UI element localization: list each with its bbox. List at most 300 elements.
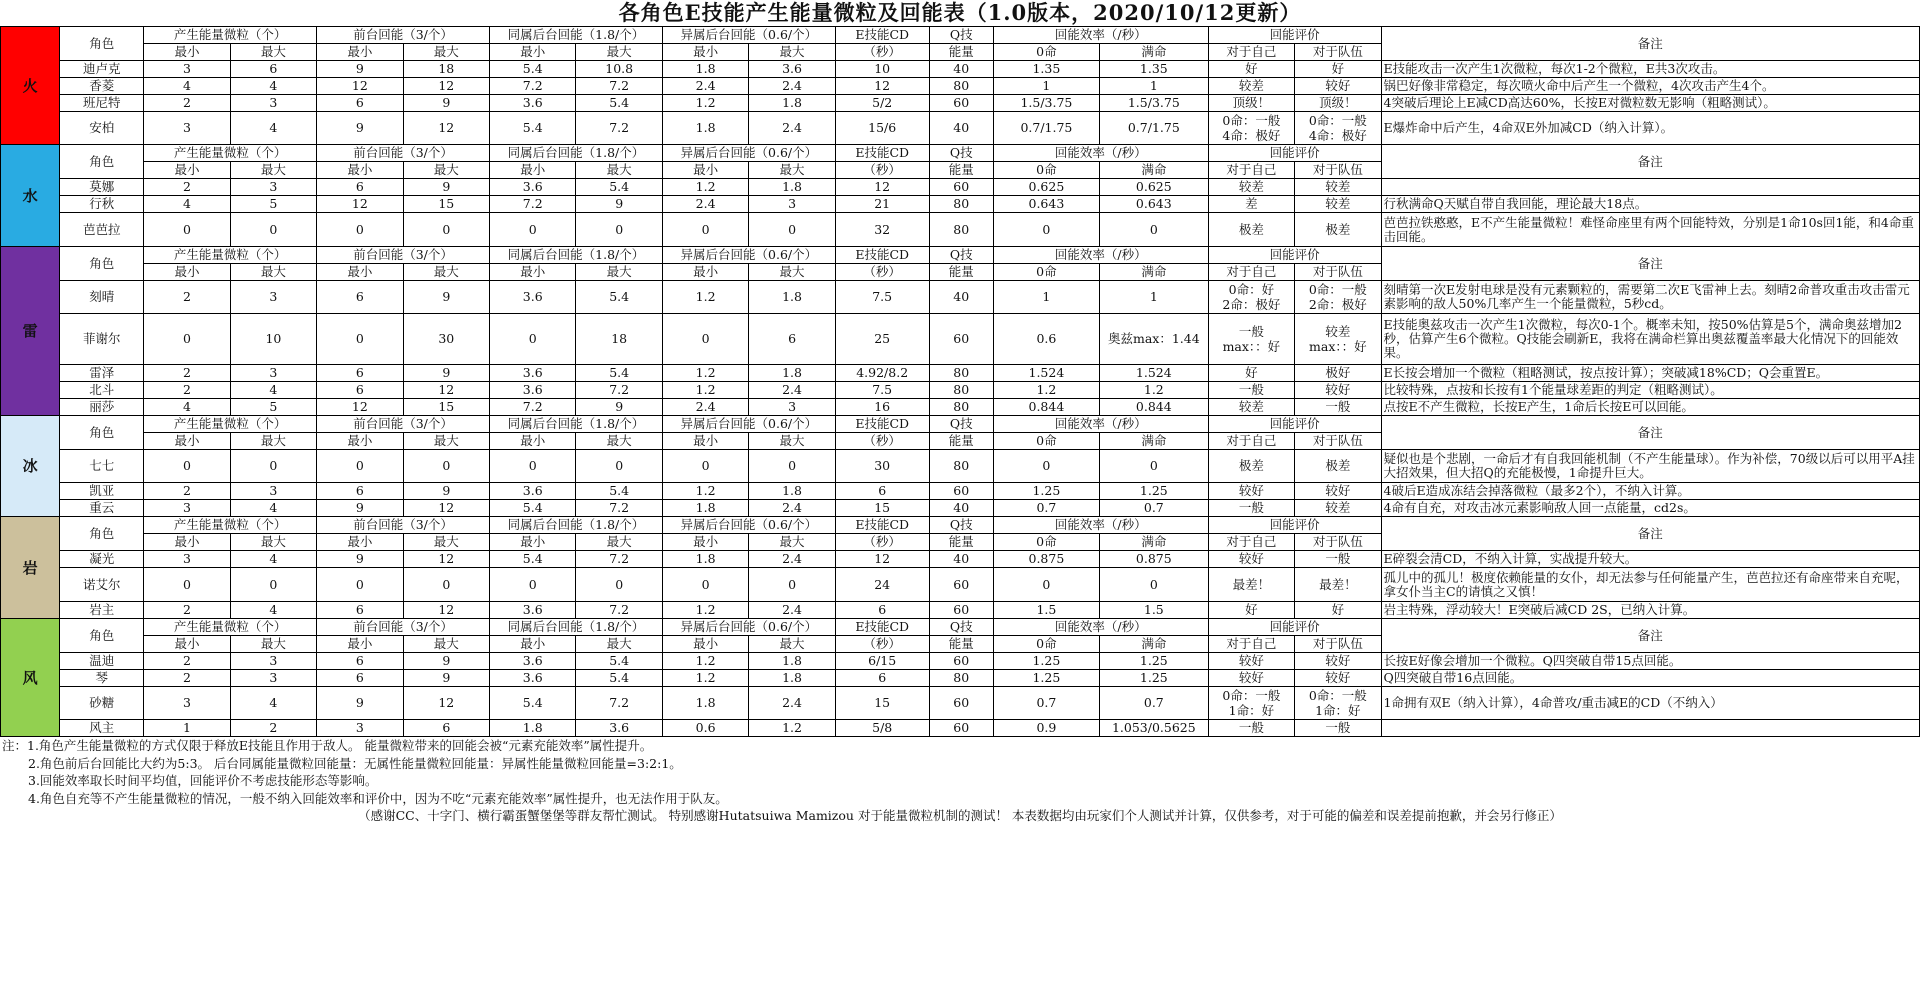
value-cell: 6 xyxy=(317,179,403,196)
value-cell: 较好 xyxy=(1295,78,1381,95)
value-cell: 2 xyxy=(144,602,230,619)
note-cell: 4破后E造成冻结会掉落微粒（最多2个），不纳入计算。 xyxy=(1381,483,1919,500)
table-row xyxy=(1,95,1920,112)
col-header-diff-back: 异属后台回能（0.6/个） xyxy=(662,416,835,433)
table-row xyxy=(1,720,1920,737)
note-cell: 4命有自充，对攻击冰元素影响敌人回一点能量，cd2s。 xyxy=(1381,500,1919,517)
table-row xyxy=(1,179,1920,196)
col-header-produce: 产生能量微粒（个） xyxy=(144,247,317,264)
value-cell: 5.4 xyxy=(490,500,576,517)
col-header-min: 最小 xyxy=(317,162,403,179)
value-cell: 3.6 xyxy=(576,720,662,737)
element-label: 岩 xyxy=(1,517,60,619)
value-cell: 5.4 xyxy=(490,112,576,145)
col-header-min: 最小 xyxy=(662,534,748,551)
value-cell: 较好 xyxy=(1208,670,1294,687)
note-cell xyxy=(1381,179,1919,196)
col-header-self: 对于自己 xyxy=(1208,162,1294,179)
value-cell: 0.625 xyxy=(993,179,1099,196)
value-cell: 0 xyxy=(576,213,662,247)
col-header-min: 最小 xyxy=(490,162,576,179)
sheet-title: 各角色E技能产生能量微粒及回能表（1.0版本，2020/10/12更新） xyxy=(618,0,1302,25)
value-cell: 差 xyxy=(1208,196,1294,213)
col-header-note: 备注 xyxy=(1381,619,1919,653)
value-cell: 0 xyxy=(576,568,662,602)
value-cell: 0 xyxy=(662,314,748,365)
value-cell: 2 xyxy=(144,382,230,399)
col-header-note: 备注 xyxy=(1381,247,1919,281)
value-cell: 0 xyxy=(1100,450,1209,483)
value-cell: 3.6 xyxy=(490,179,576,196)
col-header-min: 最小 xyxy=(317,44,403,61)
col-header-min: 最小 xyxy=(490,534,576,551)
col-header-evaluation: 回能评价 xyxy=(1208,619,1381,636)
value-cell: 16 xyxy=(835,399,929,416)
value-cell: 9 xyxy=(576,399,662,416)
element-label: 风 xyxy=(1,619,60,737)
value-cell: 12 xyxy=(403,687,489,720)
value-cell: 0 xyxy=(490,314,576,365)
col-header-role: 角色 xyxy=(60,27,144,61)
value-cell: 较差 xyxy=(1208,399,1294,416)
col-header-produce: 产生能量微粒（个） xyxy=(144,145,317,162)
value-cell: 7.2 xyxy=(576,551,662,568)
table-row xyxy=(1,382,1920,399)
table-row xyxy=(1,500,1920,517)
value-cell: 1.25 xyxy=(993,483,1099,500)
value-cell: 80 xyxy=(929,365,993,382)
value-cell: 2 xyxy=(144,670,230,687)
value-cell: 0 xyxy=(662,568,748,602)
value-cell: 25 xyxy=(835,314,929,365)
footnote-1: 注：1.角色产生能量微粒的方式仅限于释放E技能且作用于敌人。 能量微粒带来的回能会被“元素充能效率”属性提升。 xyxy=(2,738,653,753)
value-cell: 0 xyxy=(317,314,403,365)
value-cell: 6 xyxy=(317,483,403,500)
col-header-eff-c6: 满命 xyxy=(1100,433,1209,450)
value-cell: 1.8 xyxy=(749,670,835,687)
value-cell: 40 xyxy=(929,61,993,78)
value-cell: 2.4 xyxy=(749,112,835,145)
note-cell: 孤儿中的孤儿！极度依赖能量的女仆，却无法参与任何能量产生，芭芭拉还有命座带来自充呢，拿女仆当主C的请慎之又慎！ xyxy=(1381,568,1919,602)
col-header-evaluation: 回能评价 xyxy=(1208,145,1381,162)
value-cell: 4 xyxy=(230,78,316,95)
value-cell: 40 xyxy=(929,551,993,568)
element-label: 火 xyxy=(1,27,60,145)
value-cell: 9 xyxy=(403,365,489,382)
value-cell: 6 xyxy=(749,314,835,365)
col-header-same-back: 同属后台回能（1.8/个） xyxy=(490,619,663,636)
value-cell: 15 xyxy=(835,500,929,517)
note-cell: 芭芭拉铁憨憨，E不产生能量微粒！难怪命座里有两个回能特效，分别是1命10s回1能，和4命重击回能。 xyxy=(1381,213,1919,247)
value-cell: 1.8 xyxy=(490,720,576,737)
value-cell: 60 xyxy=(929,568,993,602)
value-cell: 1.2 xyxy=(662,179,748,196)
value-cell: 较好 xyxy=(1208,551,1294,568)
note-cell: 疑似也是个悲剧，一命后才有自我回能机制（不产生能量球）。作为补偿，70级以后可以用平A挂大招效果，但大招Q的充能极慢，1命提升巨大。 xyxy=(1381,450,1919,483)
value-cell: 3 xyxy=(230,365,316,382)
value-cell: 1.8 xyxy=(662,61,748,78)
value-cell: 0 xyxy=(144,568,230,602)
col-header-max: 最大 xyxy=(403,636,489,653)
value-cell: 1.8 xyxy=(662,551,748,568)
value-cell: 2.4 xyxy=(749,602,835,619)
value-cell: 4 xyxy=(230,602,316,619)
value-cell: 7.2 xyxy=(576,500,662,517)
col-header-min: 最小 xyxy=(144,264,230,281)
value-cell: 4 xyxy=(230,382,316,399)
value-cell: 4 xyxy=(144,399,230,416)
col-header-same-back: 同属后台回能（1.8/个） xyxy=(490,145,663,162)
col-header-same-back: 同属后台回能（1.8/个） xyxy=(490,247,663,264)
col-header-ecd: E技能CD xyxy=(835,517,929,534)
table-row xyxy=(1,112,1920,145)
value-cell: 0 xyxy=(993,568,1099,602)
value-cell: 6 xyxy=(317,670,403,687)
col-header-ecd-unit: （秒） xyxy=(835,44,929,61)
value-cell: 9 xyxy=(317,687,403,720)
value-cell: 1.524 xyxy=(1100,365,1209,382)
col-header-max: 最大 xyxy=(230,162,316,179)
col-header-max: 最大 xyxy=(576,162,662,179)
value-cell: 1.8 xyxy=(749,179,835,196)
value-cell: 80 xyxy=(929,382,993,399)
col-header-eff-c6: 满命 xyxy=(1100,44,1209,61)
value-cell: 18 xyxy=(576,314,662,365)
value-cell: 0命：一般 1命：好 xyxy=(1208,687,1294,720)
value-cell: 1.8 xyxy=(749,365,835,382)
value-cell: 3.6 xyxy=(490,382,576,399)
col-header-max: 最大 xyxy=(749,264,835,281)
value-cell: 21 xyxy=(835,196,929,213)
value-cell: 1.5/3.75 xyxy=(993,95,1099,112)
value-cell: 24 xyxy=(835,568,929,602)
col-header-q: Q技 xyxy=(929,27,993,44)
col-header-ecd-unit: （秒） xyxy=(835,433,929,450)
value-cell: 好 xyxy=(1295,61,1381,78)
value-cell: 2.4 xyxy=(749,687,835,720)
element-label: 水 xyxy=(1,145,60,247)
value-cell: 4 xyxy=(230,112,316,145)
character-name: 温迪 xyxy=(60,653,144,670)
value-cell: 0.6 xyxy=(993,314,1099,365)
value-cell: 一般 xyxy=(1295,551,1381,568)
value-cell: 9 xyxy=(317,112,403,145)
col-header-front: 前台回能（3/个） xyxy=(317,145,490,162)
value-cell: 0 xyxy=(662,450,748,483)
col-header-efficiency: 回能效率（/秒） xyxy=(993,145,1208,162)
note-cell: 1命拥有双E（纳入计算），4命普攻/重击减E的CD（不纳入） xyxy=(1381,687,1919,720)
value-cell: 5.4 xyxy=(576,95,662,112)
footnotes xyxy=(0,737,1920,807)
value-cell: 0.643 xyxy=(993,196,1099,213)
value-cell: 60 xyxy=(929,720,993,737)
col-header-min: 最小 xyxy=(317,534,403,551)
value-cell: 6 xyxy=(317,602,403,619)
value-cell: 1.25 xyxy=(993,653,1099,670)
value-cell: 0 xyxy=(144,314,230,365)
footnote-2: 2.角色前后台回能比大约为5:3。 后台同属能量微粒回能量：无属性能量微粒回能量：异属性能量微粒回能量=3:2:1。 xyxy=(28,755,682,771)
value-cell: 5.4 xyxy=(490,61,576,78)
note-cell xyxy=(1381,720,1919,737)
value-cell: 3.6 xyxy=(490,281,576,314)
value-cell: 9 xyxy=(403,653,489,670)
value-cell: 12 xyxy=(403,112,489,145)
col-header-self: 对于自己 xyxy=(1208,534,1294,551)
value-cell: 1.25 xyxy=(993,670,1099,687)
col-header-min: 最小 xyxy=(490,636,576,653)
table-row xyxy=(1,602,1920,619)
value-cell: 0.7/1.75 xyxy=(993,112,1099,145)
value-cell: 2 xyxy=(230,720,316,737)
value-cell: 5.4 xyxy=(490,687,576,720)
value-cell: 0 xyxy=(749,213,835,247)
value-cell: 12 xyxy=(317,196,403,213)
col-header-q-unit: 能量 xyxy=(929,534,993,551)
col-header-note: 备注 xyxy=(1381,416,1919,450)
value-cell: 0.7/1.75 xyxy=(1100,112,1209,145)
col-header-note: 备注 xyxy=(1381,517,1919,551)
value-cell: 0.875 xyxy=(1100,551,1209,568)
col-header-team: 对于队伍 xyxy=(1295,162,1381,179)
value-cell: 较好 xyxy=(1295,483,1381,500)
col-header-max: 最大 xyxy=(230,433,316,450)
note-cell: E爆炸命中后产生，4命双E外加减CD（纳入计算）。 xyxy=(1381,112,1919,145)
value-cell: 1.524 xyxy=(993,365,1099,382)
table-row xyxy=(1,61,1920,78)
value-cell: 一般 max：：好 xyxy=(1208,314,1294,365)
value-cell: 2 xyxy=(144,365,230,382)
col-header-min: 最小 xyxy=(317,636,403,653)
col-header-team: 对于队伍 xyxy=(1295,636,1381,653)
table-row xyxy=(1,78,1920,95)
col-header-eff-c0: 0命 xyxy=(993,433,1099,450)
value-cell: 1.5/3.75 xyxy=(1100,95,1209,112)
value-cell: 一般 xyxy=(1208,382,1294,399)
value-cell: 6 xyxy=(403,720,489,737)
value-cell: 7.2 xyxy=(490,196,576,213)
value-cell: 3 xyxy=(144,551,230,568)
value-cell: 较差 xyxy=(1208,179,1294,196)
character-name: 行秋 xyxy=(60,196,144,213)
col-header-max: 最大 xyxy=(230,636,316,653)
value-cell: 0 xyxy=(490,450,576,483)
value-cell: 9 xyxy=(403,95,489,112)
value-cell: 4 xyxy=(144,196,230,213)
note-cell: 锅巴好像非常稳定，每次喷火命中后产生一个微粒，4次攻击产生4个。 xyxy=(1381,78,1919,95)
value-cell: 7.2 xyxy=(490,78,576,95)
value-cell: 3 xyxy=(230,179,316,196)
table-row xyxy=(1,568,1920,602)
col-header-min: 最小 xyxy=(144,44,230,61)
value-cell: 1 xyxy=(993,281,1099,314)
value-cell: 一般 xyxy=(1295,720,1381,737)
value-cell: 4 xyxy=(144,78,230,95)
value-cell: 一般 xyxy=(1295,399,1381,416)
value-cell: 12 xyxy=(835,78,929,95)
col-header-evaluation: 回能评价 xyxy=(1208,27,1381,44)
value-cell: 1.2 xyxy=(662,382,748,399)
col-header-same-back: 同属后台回能（1.8/个） xyxy=(490,517,663,534)
value-cell: 6/15 xyxy=(835,653,929,670)
col-header-role: 角色 xyxy=(60,416,144,450)
value-cell: 较差 xyxy=(1295,500,1381,517)
character-name: 香菱 xyxy=(60,78,144,95)
col-header-efficiency: 回能效率（/秒） xyxy=(993,416,1208,433)
value-cell: 5.4 xyxy=(576,670,662,687)
col-header-team: 对于队伍 xyxy=(1295,534,1381,551)
table-row xyxy=(1,314,1920,365)
value-cell: 2.4 xyxy=(749,500,835,517)
character-name: 菲谢尔 xyxy=(60,314,144,365)
value-cell: 12 xyxy=(835,551,929,568)
character-name: 迪卢克 xyxy=(60,61,144,78)
value-cell: 一般 xyxy=(1208,720,1294,737)
value-cell: 好 xyxy=(1208,61,1294,78)
value-cell: 0.7 xyxy=(1100,687,1209,720)
value-cell: 好 xyxy=(1208,602,1294,619)
value-cell: 2.4 xyxy=(749,382,835,399)
value-cell: 较差 max：：好 xyxy=(1295,314,1381,365)
col-header-eff-c0: 0命 xyxy=(993,534,1099,551)
col-header-team: 对于队伍 xyxy=(1295,44,1381,61)
value-cell: 60 xyxy=(929,653,993,670)
value-cell: 3 xyxy=(317,720,403,737)
col-header-self: 对于自己 xyxy=(1208,636,1294,653)
value-cell: 3 xyxy=(144,500,230,517)
value-cell: 0 xyxy=(993,213,1099,247)
value-cell: 1.35 xyxy=(993,61,1099,78)
col-header-eff-c0: 0命 xyxy=(993,44,1099,61)
col-header-q-unit: 能量 xyxy=(929,264,993,281)
value-cell: 0 xyxy=(749,450,835,483)
col-header-max: 最大 xyxy=(403,44,489,61)
table-row xyxy=(1,551,1920,568)
col-header-diff-back: 异属后台回能（0.6/个） xyxy=(662,27,835,44)
value-cell: 5.4 xyxy=(576,483,662,500)
character-name: 芭芭拉 xyxy=(60,213,144,247)
col-header-note: 备注 xyxy=(1381,27,1919,61)
col-header-eff-c0: 0命 xyxy=(993,636,1099,653)
value-cell: 3 xyxy=(230,281,316,314)
value-cell: 0.7 xyxy=(993,500,1099,517)
value-cell: 7.2 xyxy=(576,602,662,619)
value-cell: 1.053/0.5625 xyxy=(1100,720,1209,737)
col-header-q-unit: 能量 xyxy=(929,636,993,653)
value-cell: 0 xyxy=(144,213,230,247)
value-cell: 0.844 xyxy=(993,399,1099,416)
value-cell: 4 xyxy=(230,687,316,720)
value-cell: 1 xyxy=(1100,78,1209,95)
value-cell: 0.6 xyxy=(662,720,748,737)
value-cell: 较好 xyxy=(1295,670,1381,687)
value-cell: 一般 xyxy=(1208,500,1294,517)
col-header-self: 对于自己 xyxy=(1208,433,1294,450)
table-row xyxy=(1,399,1920,416)
col-header-max: 最大 xyxy=(230,264,316,281)
col-header-max: 最大 xyxy=(403,433,489,450)
value-cell: 7.2 xyxy=(576,112,662,145)
footnote-4: 4.角色自充等不产生能量微粒的情况，一般不纳入回能效率和评价中，因为不吃“元素充能效率”属性提升，也无法作用于队友。 xyxy=(28,790,728,806)
value-cell: 3 xyxy=(230,653,316,670)
value-cell: 9 xyxy=(317,500,403,517)
value-cell: 1.2 xyxy=(662,95,748,112)
value-cell: 2.4 xyxy=(749,78,835,95)
value-cell: 极差 xyxy=(1208,213,1294,247)
col-header-evaluation: 回能评价 xyxy=(1208,517,1381,534)
value-cell: 2 xyxy=(144,483,230,500)
col-header-min: 最小 xyxy=(490,264,576,281)
value-cell: 5 xyxy=(230,399,316,416)
value-cell: 2 xyxy=(144,281,230,314)
value-cell: 1.2 xyxy=(1100,382,1209,399)
value-cell: 9 xyxy=(317,61,403,78)
header-row xyxy=(1,416,1920,433)
col-header-max: 最大 xyxy=(749,162,835,179)
col-header-role: 角色 xyxy=(60,517,144,551)
value-cell: 3 xyxy=(230,95,316,112)
col-header-team: 对于队伍 xyxy=(1295,433,1381,450)
value-cell: 12 xyxy=(403,551,489,568)
note-cell: E长按会增加一个微粒（粗略测试，按点按计算）；突破减18%CD；Q会重置E。 xyxy=(1381,365,1919,382)
col-header-min: 最小 xyxy=(662,162,748,179)
value-cell: 0 xyxy=(317,213,403,247)
col-header-min: 最小 xyxy=(144,433,230,450)
value-cell: 6 xyxy=(835,483,929,500)
col-header-max: 最大 xyxy=(576,433,662,450)
value-cell: 12 xyxy=(403,382,489,399)
value-cell: 最差！ xyxy=(1295,568,1381,602)
value-cell: 3 xyxy=(230,483,316,500)
value-cell: 6 xyxy=(317,365,403,382)
value-cell: 60 xyxy=(929,687,993,720)
value-cell: 1.8 xyxy=(662,687,748,720)
value-cell: 最差！ xyxy=(1208,568,1294,602)
value-cell: 3.6 xyxy=(490,670,576,687)
value-cell: 0命：好 2命：极好 xyxy=(1208,281,1294,314)
value-cell: 1.8 xyxy=(749,653,835,670)
value-cell: 3.6 xyxy=(490,365,576,382)
value-cell: 0 xyxy=(317,568,403,602)
col-header-front: 前台回能（3/个） xyxy=(317,619,490,636)
col-header-max: 最大 xyxy=(576,534,662,551)
character-name: 琴 xyxy=(60,670,144,687)
note-cell: 行秋满命Q天赋自带自我回能，理论最大18点。 xyxy=(1381,196,1919,213)
value-cell: 0 xyxy=(230,450,316,483)
value-cell: 2 xyxy=(144,95,230,112)
value-cell: 3 xyxy=(749,399,835,416)
value-cell: 0.7 xyxy=(1100,500,1209,517)
col-header-ecd-unit: （秒） xyxy=(835,534,929,551)
value-cell: 60 xyxy=(929,314,993,365)
value-cell: 1.8 xyxy=(662,112,748,145)
value-cell: 0 xyxy=(490,213,576,247)
col-header-eff-c6: 满命 xyxy=(1100,264,1209,281)
table-row xyxy=(1,483,1920,500)
table-row xyxy=(1,213,1920,247)
character-name: 刻晴 xyxy=(60,281,144,314)
value-cell: 0 xyxy=(403,213,489,247)
col-header-max: 最大 xyxy=(576,44,662,61)
col-header-efficiency: 回能效率（/秒） xyxy=(993,247,1208,264)
col-header-evaluation: 回能评价 xyxy=(1208,247,1381,264)
value-cell: 60 xyxy=(929,483,993,500)
value-cell: 60 xyxy=(929,602,993,619)
element-label: 雷 xyxy=(1,247,60,416)
value-cell: 0 xyxy=(1100,568,1209,602)
note-cell: E技能攻击一次产生1次微粒，每次1-2个微粒，E共3次攻击。 xyxy=(1381,61,1919,78)
value-cell: 5/8 xyxy=(835,720,929,737)
value-cell: 40 xyxy=(929,281,993,314)
